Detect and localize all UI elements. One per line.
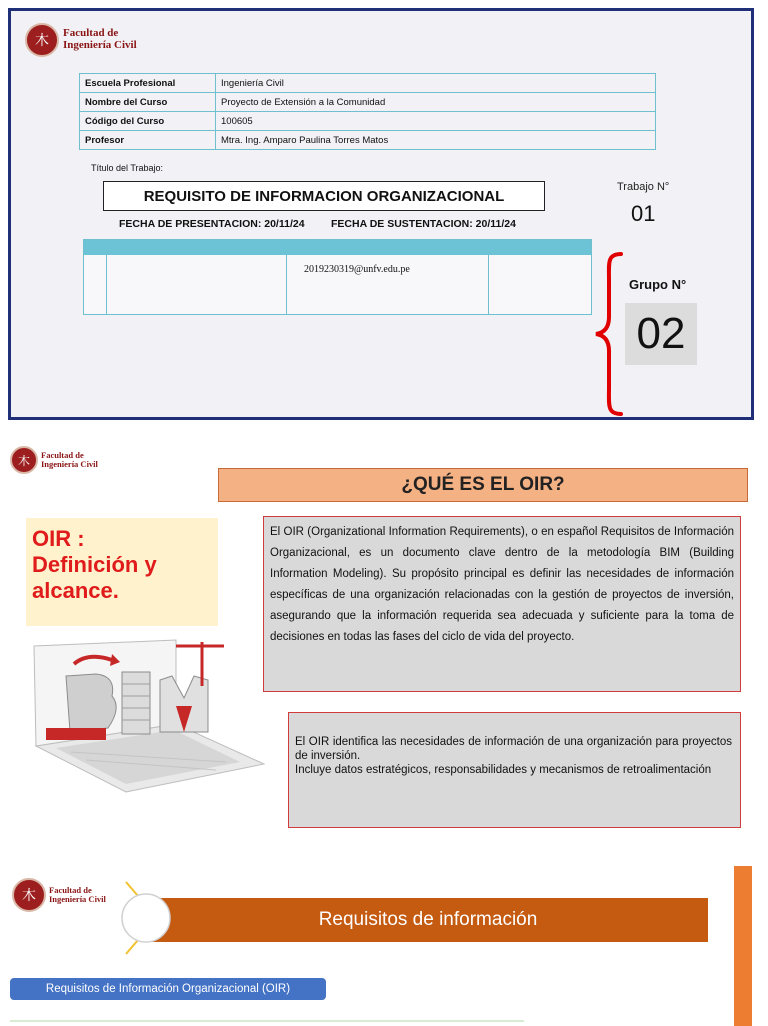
- faculty-name-line1: Facultad de: [63, 27, 119, 40]
- curly-brace-icon: [593, 251, 625, 417]
- info-value: Mtra. Ing. Amparo Paulina Torres Matos: [216, 131, 656, 150]
- faculty-name-line2: Ingeniería Civil: [49, 894, 106, 904]
- faculty-name: [63, 28, 137, 51]
- section-header: ¿QUÉ ES EL OIR?: [218, 468, 748, 502]
- faculty-logo: [10, 446, 98, 474]
- table-divider: [286, 255, 287, 314]
- info-value: 100605: [216, 112, 656, 131]
- cover-slide: [8, 8, 754, 420]
- summary-line-1: El OIR identifica las necesidades de información de una organización para proyectos de inversión.: [295, 736, 732, 762]
- side-accent-bar: [734, 866, 752, 1026]
- info-key: Código del Curso: [80, 112, 216, 131]
- faculty-logo: [25, 23, 137, 57]
- definition-line: alcance.: [32, 577, 119, 603]
- info-key: Nombre del Curso: [80, 93, 216, 112]
- oir-summary: [288, 712, 741, 828]
- faculty-name: [41, 451, 98, 469]
- info-key: Escuela Profesional: [80, 74, 216, 93]
- summary-line-2: Incluye datos estratégicos, responsabilidades y mecanismos de retroalimentación: [295, 764, 712, 776]
- table-row: [80, 93, 656, 112]
- info-key: Profesor: [80, 131, 216, 150]
- circle-decoration-icon: [118, 880, 174, 956]
- info-value: Ingeniería Civil: [216, 74, 656, 93]
- university-seal-icon: 木: [12, 878, 46, 912]
- table-row: [80, 112, 656, 131]
- definition-line: OIR :: [32, 526, 85, 551]
- members-table: [83, 239, 592, 315]
- faculty-logo: [12, 878, 106, 912]
- bim-laptop-icon: [26, 636, 266, 794]
- table-row: [80, 74, 656, 93]
- work-title-label: Título del Trabajo:: [91, 163, 164, 173]
- course-info-table: [79, 73, 656, 150]
- university-seal-icon: 木: [25, 23, 59, 57]
- requirements-header: Requisitos de información: [148, 898, 708, 942]
- defense-date: FECHA DE SUSTENTACION: 20/11/24: [331, 218, 516, 230]
- info-value: Proyecto de Extensión a la Comunidad: [216, 93, 656, 112]
- university-seal-icon: 木: [10, 446, 38, 474]
- faculty-name: [49, 886, 106, 904]
- work-number-label: Trabajo N°: [617, 181, 670, 193]
- faculty-name-line1: Facultad de: [41, 450, 84, 461]
- faculty-name-line2: Ingeniería Civil: [41, 459, 98, 469]
- oir-definition-title: [26, 518, 218, 626]
- table-row: [80, 131, 656, 150]
- faculty-name-line1: Facultad de: [49, 885, 92, 896]
- group-number: 02: [625, 303, 697, 365]
- oir-section-pill: Requisitos de Información Organizacional (OIR): [10, 978, 326, 1000]
- faculty-name-line2: Ingeniería Civil: [63, 39, 137, 51]
- oir-description: El OIR (Organizational Information Requirements), o en español Requisitos de Información Organizacional, es un documento clave dentro de la metodología BIM (Building Information Modeling). Su propósito principal es definir las necesidades de información específicas de una organización relacionadas con la gestión de proyectos de inversión, asegurando que la información requerida sea adecuada y suficiente para la toma de decisiones en todas las fases del ciclo de vida del proyecto.: [263, 516, 741, 692]
- work-number: 01: [631, 201, 656, 226]
- divider: [10, 1020, 524, 1022]
- members-table-header: [84, 240, 591, 255]
- table-divider: [488, 255, 489, 314]
- definition-line: Definición y: [32, 551, 157, 577]
- table-divider: [106, 255, 107, 314]
- presentation-date: FECHA DE PRESENTACION: 20/11/24: [119, 218, 305, 230]
- work-title: REQUISITO DE INFORMACION ORGANIZACIONAL: [103, 181, 545, 211]
- group-number-label: Grupo N°: [629, 277, 687, 292]
- member-email: 2019230319@unfv.edu.pe: [304, 264, 410, 275]
